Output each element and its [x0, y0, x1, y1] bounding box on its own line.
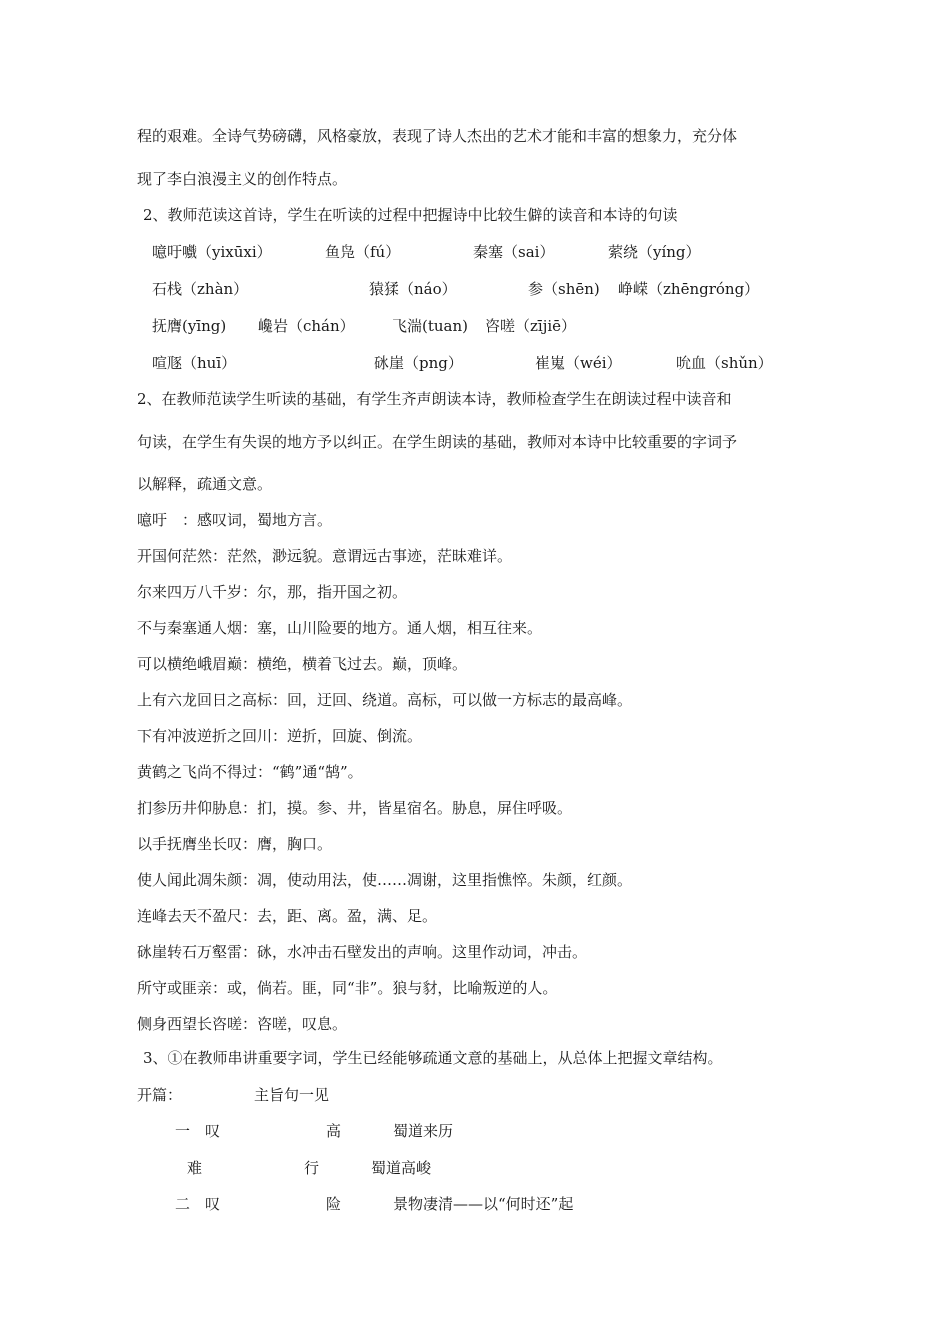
glossary-item: 连峰去天不盈尺：去，距、离。盈，满、足。 [137, 907, 438, 925]
structure-cell: 二 叹 [175, 1195, 221, 1213]
structure-cell: 蜀道高峻 [371, 1159, 432, 1177]
structure-cell: 蜀道来历 [393, 1122, 454, 1140]
step2b-line-3: 以解释，疏通文意。 [137, 475, 273, 493]
pronunciation-item: 咨嗟（zījiē） [485, 317, 577, 335]
pronunciation-item: 鱼凫（fú） [325, 243, 401, 261]
glossary-item: 不与秦塞通人烟：塞，山川险要的地方。通人烟，相互往来。 [137, 619, 543, 637]
pronunciation-item: 参（shēn) [528, 280, 600, 298]
glossary-item: 侧身西望长咨嗟：咨嗟，叹息。 [137, 1015, 348, 1033]
structure-cell: 行 [304, 1159, 320, 1177]
pronunciation-item: 抚膺(yīng) [152, 317, 227, 335]
pronunciation-item: 飞湍(tuan) [392, 317, 468, 335]
step2b-line-1: 2、在教师范读学生听读的基础，有学生齐声朗读本诗，教师检查学生在朗读过程中读音和 [137, 390, 732, 408]
glossary-item: 尔来四万八千岁：尔，那，指开国之初。 [137, 583, 408, 601]
structure-cell: 险 [326, 1195, 342, 1213]
pronunciation-item: 巉岩（chán） [258, 317, 355, 335]
glossary-item: 使人闻此凋朱颜：凋，使动用法，使……凋谢，这里指憔悴。朱颜，红颜。 [137, 871, 633, 889]
pronunciation-item: 石栈（zhàn） [152, 280, 249, 298]
glossary-item: 扪参历井仰胁息：扪，摸。参、井，皆星宿名。胁息，屏住呼吸。 [137, 799, 573, 817]
structure-cell: 一 叹 [175, 1122, 221, 1140]
step2-title: 2、教师范读这首诗，学生在听读的过程中把握诗中比较生僻的读音和本诗的句读 [143, 206, 678, 224]
glossary-item: 上有六龙回日之高标：回，迂回、绕道。高标，可以做一方标志的最高峰。 [137, 691, 633, 709]
pronunciation-item: 砯崖（png） [374, 354, 463, 372]
intro-line-1: 程的艰难。全诗气势磅礴，风格豪放，表现了诗人杰出的艺术才能和丰富的想象力，充分体 [137, 127, 738, 145]
structure-opening-text: 主旨句一见 [254, 1086, 330, 1104]
glossary-item: 黄鹤之飞尚不得过：“鹤”通“鹄”。 [137, 763, 363, 781]
glossary-item: 噫吁 ：感叹词，蜀地方言。 [137, 511, 333, 529]
pronunciation-item: 喧豗（huī） [152, 354, 237, 372]
pronunciation-item: 萦绕（yíng） [608, 243, 701, 261]
step2b-line-2: 句读，在学生有失误的地方予以纠正。在学生朗读的基础，教师对本诗中比较重要的字词予 [137, 433, 738, 451]
step3-title: 3、①在教师串讲重要字词，学生已经能够疏通文意的基础上，从总体上把握文章结构。 [143, 1049, 723, 1067]
structure-cell: 难 [187, 1159, 203, 1177]
structure-cell: 景物凄清——以“何时还”起 [393, 1195, 574, 1213]
pronunciation-item: 峥嵘（zhēngróng） [618, 280, 760, 298]
structure-opening-label: 开篇： [137, 1086, 183, 1104]
pronunciation-item: 崔嵬（wéi） [535, 354, 622, 372]
pronunciation-item: 猿猱（náo） [369, 280, 457, 298]
glossary-item: 砯崖转石万壑雷：砯，水冲击石壁发出的声响。这里作动词，冲击。 [137, 943, 588, 961]
pronunciation-item: 吮血（shǔn） [676, 354, 773, 372]
glossary-item: 所守或匪亲：或，倘若。匪，同“非”。狼与豺，比喻叛逆的人。 [137, 979, 558, 997]
intro-line-2: 现了李白浪漫主义的创作特点。 [137, 170, 348, 188]
glossary-item: 开国何茫然：茫然，渺远貌。意谓远古事迹，茫昧难详。 [137, 547, 513, 565]
pronunciation-item: 秦塞（sai） [473, 243, 555, 261]
structure-cell: 高 [326, 1122, 342, 1140]
glossary-item: 以手抚膺坐长叹：膺，胸口。 [137, 835, 333, 853]
pronunciation-item: 噫吁嚱（yixūxi） [152, 243, 272, 261]
glossary-item: 可以横绝峨眉巅：横绝，横着飞过去。巅，顶峰。 [137, 655, 468, 673]
glossary-item: 下有冲波逆折之回川：逆折，回旋、倒流。 [137, 727, 423, 745]
